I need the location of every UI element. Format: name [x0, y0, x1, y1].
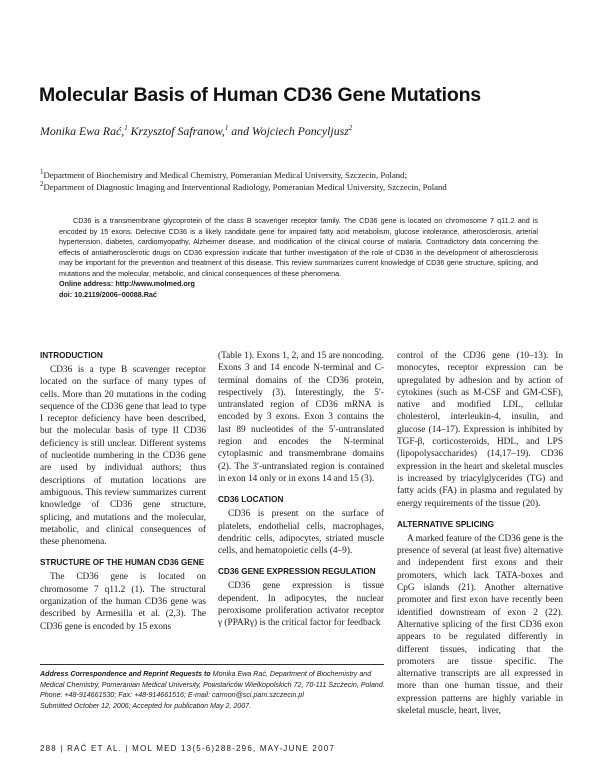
paragraph: CD36 gene expression is tissue dependent. In adipocytes, the nuclear peroxisome proliferation activator receptor γ (PPARγ) is the critical factor for feedback [218, 581, 384, 629]
author-name: Monika Ewa Rać, [40, 124, 125, 138]
section-heading-splicing: ALTERNATIVE SPLICING [397, 519, 495, 529]
affiliation-marker: 1 [224, 124, 229, 133]
paragraph: CD36 is present on the surface of platelets, endothelial cells, macrophages, dendritic cells, adipocytes, striated muscle cells, and hematopoietic cells (4–9). [218, 509, 384, 557]
affiliation-marker: 2 [348, 124, 353, 133]
correspondence-address: Monika Ewa Rać, Department of Biochemistry and Medical Chemistry, Pomeranian Medical University, Powstańców Wielkopolskich 72, 70-111 Szczecin, Poland. Phone: +48-914661530; Fax: +48-914661516; E-mail: carmon@sci.pam.szczecin.pl [40, 670, 385, 699]
article-title: Molecular Basis of Human CD36 Gene Mutations [39, 84, 481, 106]
affiliation-text: Department of Diagnostic Imaging and Interventional Radiology, Pomeranian Medical University, Szczecin, Poland [43, 181, 447, 192]
online-address[interactable]: Online address: http://www.molmed.org [59, 279, 195, 288]
submission-dates: Submitted October 12, 2006; Accepted for publication May 2, 2007. [40, 701, 252, 710]
affiliation-text: Department of Biochemistry and Medical Chemistry, Pomeranian Medical University, Szczecin, Poland; [43, 169, 407, 180]
affiliation-marker: 1 [40, 168, 44, 176]
paragraph: control of the CD36 gene (10–13). In monocytes, receptor expression can be upregulated by adhesion and by action of cytokines (such as M-CSF and GM-CSF), native and modified LDL, cellular cholesterol, interleukin-4, insulin, and glucose (14–17). Expression is inhibited by TGF-β, corticosteroids, HDL, and LPS (lipopolysaccharides) (14,17–19). CD36 expression in the heart and skeletal muscles is increased by triacylglycerides (TG) and fatty acids (FA) in plasma and regulated by energy requirements of the tissue (20). [397, 351, 563, 509]
abstract-text: CD36 is a transmembrane glycoprotein of the class B scavenger receptor family. The CD36 gene is located on chromosome 7 q11.2 and is encoded by 15 exons. Defective CD36 is a likely candidate gene for impaired fatty acid metabolism, glucose intolerance, atherosclerosis, arterial hypertension, diabetes, cardiomyopathy, Alzheimer disease, and modification of the clinical course of malaria. Contradictory data concerning the effects of antiatherosclerotic drugs on CD36 expression indicate that further investigation of the role of CD36 in the development of atherosclerosis may be important for the prevention and treatment of this disease. This review summarizes current knowledge of CD36 gene structure, splicing, and mutations and the molecular, metabolic, and clinical consequences of these phenomena. [59, 216, 538, 278]
section-heading-structure: STRUCTURE OF THE HUMAN CD36 GENE [40, 558, 205, 568]
text-column-3 [397, 350, 563, 717]
doi[interactable]: doi: 10.2119/2006–00088.Rać [59, 289, 157, 299]
abstract [59, 216, 538, 300]
text-column-1 [40, 350, 206, 633]
paragraph: CD36 is a type B scavenger receptor located on the surface of many types of cells. More than 20 mutations in the coding sequence of the CD36 gene that lead to type I receptor deficiency have been described, but the molecular basis of type II CD36 deficiency is still unclear. Different systems of nucleotide numbering in the CD36 gene are used by individual authors; thus descriptions of mutation locations are ambiguous. This review summarizes current knowledge of CD36 gene structure, splicing, and mutations and the molecular, metabolic, and clinical consequences of these phenomena. [40, 365, 206, 548]
author-name: and Wojciech Poncyljusz [228, 124, 349, 138]
author-list [40, 124, 352, 139]
footnote-divider [40, 664, 384, 665]
paragraph: The CD36 gene is located on chromosome 7 q11.2 (1). The structural organization of the human CD36 gene was described by Armesilla et al. (2,3). The CD36 gene is encoded by 15 exons [40, 572, 206, 632]
section-heading-location: CD36 LOCATION [218, 495, 284, 505]
paragraph: A marked feature of the CD36 gene is the presence of several (at least five) alternative and independent first exons and their promoters, which lack TATA-boxes and CpG islands (21). Another alternative promoter and first exon have recently been identified downstream of exon 2 (22). Alternative splicing of the first CD36 exon appears to be regulated differently in different tissues, indicating that the promoters are tissue specific. The alternative transcripts are all expressed in more than one human tissue, and their expression patterns are highly variable in skeletal muscle, heart, liver, [397, 533, 563, 717]
text-column-2 [218, 350, 384, 630]
affiliation-2 [40, 178, 580, 193]
affiliation-marker: 1 [124, 124, 128, 133]
section-heading-expression: CD36 GENE EXPRESSION REGULATION [218, 567, 376, 577]
correspondence-note [40, 669, 388, 711]
correspondence-lead: Address Correspondence and Reprint Requests to [40, 670, 211, 678]
paragraph: (Table 1). Exons 1, 2, and 15 are noncoding. Exons 3 and 14 encode N-terminal and C-terminal domains of the CD36 protein, respectively (3). Interestingly, the 5′-untranslated region of CD36 mRNA is encoded by 3 exons. Exon 3 contains the last 89 nucleotides of the 5′-untranslated region and encodes the N-terminal cytoplasmic and transmembrane domains (2). The 3′-untranslated region is contained in exon 14 only or in exons 14 and 15 (3). [218, 351, 384, 484]
affiliation-marker: 2 [40, 180, 44, 188]
page-footer: 288 | RAĆ ET AL. | MOL MED 13(5-6)288-296, MAY-JUNE 2007 [40, 744, 336, 753]
section-heading-introduction: INTRODUCTION [40, 351, 103, 360]
author-name: Krzysztof Safranow, [127, 124, 225, 138]
